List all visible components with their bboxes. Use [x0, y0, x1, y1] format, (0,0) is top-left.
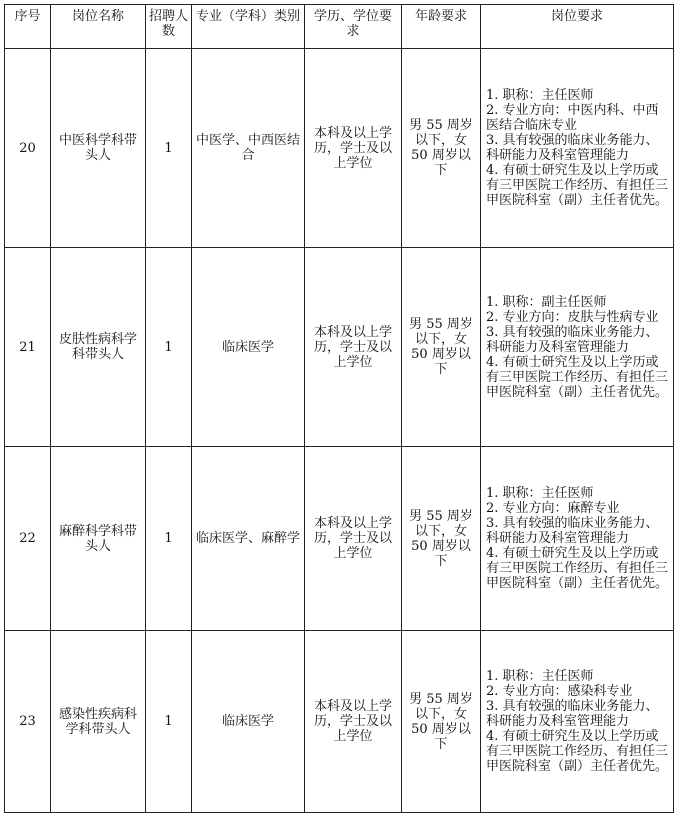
cell-seq: 22 — [5, 447, 51, 631]
header-age: 年龄要求 — [402, 5, 481, 49]
requirement-line: 3. 具有较强的临床业务能力、科研能力及科室管理能力 — [486, 133, 659, 163]
header-row — [5, 5, 674, 49]
cell-requirements — [481, 248, 674, 447]
cell-position: 皮肤性病科学科带头人 — [51, 248, 146, 447]
cell-requirements — [481, 447, 674, 631]
header-count: 招聘人数 — [146, 5, 192, 49]
cell-major: 临床医学、麻醉学 — [192, 447, 305, 631]
cell-major: 临床医学 — [192, 631, 305, 813]
requirement-line: 2. 专业方向：中医内科、中西医结合临床专业 — [486, 103, 659, 133]
cell-major: 中医学、中西医结合 — [192, 49, 305, 248]
requirement-line: 1. 职称：主任医师 — [486, 669, 594, 684]
cell-major: 临床医学 — [192, 248, 305, 447]
cell-count: 1 — [146, 447, 192, 631]
cell-age: 男 55 周岁以下，女 50 周岁以下 — [402, 447, 481, 631]
requirement-line: 3. 具有较强的临床业务能力、科研能力及科室管理能力 — [486, 324, 659, 355]
cell-seq: 21 — [5, 248, 51, 447]
requirement-line: 1. 职称：主任医师 — [486, 88, 594, 103]
cell-count: 1 — [146, 49, 192, 248]
requirement-line: 2. 专业方向：感染科专业 — [486, 684, 633, 699]
cell-seq: 20 — [5, 49, 51, 248]
cell-age: 男 55 周岁以下，女 50 周岁以下 — [402, 49, 481, 248]
cell-position: 中医科学科带头人 — [51, 49, 146, 248]
cell-position: 感染性疾病科学科带头人 — [51, 631, 146, 813]
cell-age: 男 55 周岁以下，女 50 周岁以下 — [402, 248, 481, 447]
requirement-line: 2. 专业方向：麻醉专业 — [486, 501, 620, 516]
cell-requirements — [481, 631, 674, 813]
requirement-line: 1. 职称：副主任医师 — [486, 294, 607, 310]
requirement-line: 4. 有硕士研究生及以上学历或有三甲医院工作经历、有担任三甲医院科室（副）主任者优先。 — [486, 729, 669, 774]
header-requirements: 岗位要求 — [481, 5, 674, 49]
header-major: 专业（学科）类别 — [192, 5, 305, 49]
table-row — [5, 447, 674, 631]
cell-education: 本科及以上学历，学士及以上学位 — [305, 631, 402, 813]
cell-education: 本科及以上学历，学士及以上学位 — [305, 447, 402, 631]
cell-age: 男 55 周岁以下，女 50 周岁以下 — [402, 631, 481, 813]
table-row — [5, 49, 674, 248]
requirement-line: 2. 专业方向：皮肤与性病专业 — [486, 309, 659, 325]
requirement-line: 3. 具有较强的临床业务能力、科研能力及科室管理能力 — [486, 699, 659, 729]
cell-education: 本科及以上学历，学士及以上学位 — [305, 49, 402, 248]
requirement-line: 3. 具有较强的临床业务能力、科研能力及科室管理能力 — [486, 516, 659, 546]
cell-seq: 23 — [5, 631, 51, 813]
requirement-line: 1. 职称：主任医师 — [486, 486, 594, 501]
cell-count: 1 — [146, 248, 192, 447]
header-seq: 序号 — [5, 5, 51, 49]
table-row — [5, 631, 674, 813]
recruitment-table — [4, 4, 674, 813]
requirement-line: 4. 有硕士研究生及以上学历或有三甲医院工作经历、有担任三甲医院科室（副）主任者优先。 — [486, 163, 669, 208]
header-education: 学历、学位要求 — [305, 5, 402, 49]
cell-position: 麻醉科学科带头人 — [51, 447, 146, 631]
cell-count: 1 — [146, 631, 192, 813]
cell-requirements — [481, 49, 674, 248]
requirement-line: 4. 有硕士研究生及以上学历或有三甲医院工作经历、有担任三甲医院科室（副）主任者优先。 — [486, 354, 669, 400]
table-row — [5, 248, 674, 447]
cell-education: 本科及以上学历，学士及以上学位 — [305, 248, 402, 447]
header-position: 岗位名称 — [51, 5, 146, 49]
requirement-line: 4. 有硕士研究生及以上学历或有三甲医院工作经历、有担任三甲医院科室（副）主任者优先。 — [486, 546, 669, 591]
